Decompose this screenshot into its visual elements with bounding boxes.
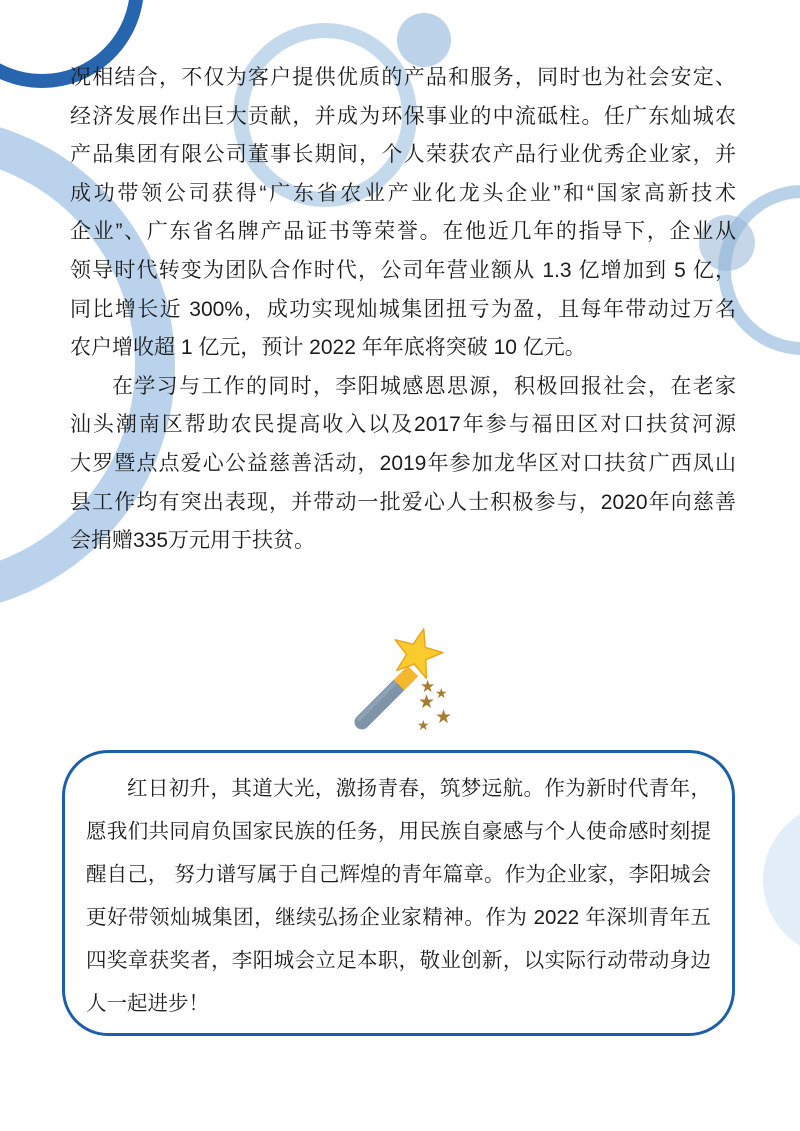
paragraph1-line: 况相结合，不仅为客户提供优质的产品和服务，同时也为社会安定、 xyxy=(70,66,736,89)
quote-box-line: 愿我们共同肩负国家民族的任务，用民族自豪感与个人使命感时刻提 xyxy=(86,820,711,843)
paragraph2-line: 在学习与工作的同时，李阳城感恩思源，积极回报社会，在老家 xyxy=(112,374,736,398)
paragraph1-line: 经济发展作出巨大贡献，并成为环保事业的中流砥柱。任广东灿城农 xyxy=(70,104,736,128)
paragraph1-line: 产品集团有限公司董事长期间，个人荣获农产品行业优秀企业家，并 xyxy=(70,143,736,167)
svg-text:★: ★ xyxy=(418,691,436,713)
paragraph1-line: 企业”、广东省名牌产品证书等荣誉。在他近几年的指导下，企业从 xyxy=(70,220,736,244)
quote-box-line: 人一起进步！ xyxy=(86,992,209,1015)
paragraph2-line: 大罗暨点点爱心公益慈善活动，2019年参加龙华区对口扶贫广西凤山 xyxy=(70,451,736,475)
paragraph1-line: 同比增长近 300%，成功实现灿城集团扭亏为盈，且每年带动过万名 xyxy=(70,297,736,321)
quote-box-line: 红日初升，其道大光，激扬青春，筑梦远航。作为新时代青年， xyxy=(127,777,711,800)
paragraph2-line: 会捐赠335万元用于扶贫。 xyxy=(70,529,316,553)
magic-wand-icon xyxy=(345,626,465,739)
decor-circle-pale-bottom-right xyxy=(763,803,800,957)
paragraph2-line: 县工作均有突出表现，并带动一批爱心人士积极参与，2020年向慈善 xyxy=(70,490,736,514)
paragraph1-line: 领导时代转变为团队合作时代，公司年营业额从 1.3 亿增加到 5 亿， xyxy=(70,258,736,282)
quote-box xyxy=(62,750,735,1036)
quote-box-line: 四奖章获奖者，李阳城会立足本职，敬业创新，以实际行动带动身边 xyxy=(86,949,711,972)
svg-text:★: ★ xyxy=(420,677,436,697)
svg-text:★: ★ xyxy=(417,718,430,734)
paragraph1-line: 农户增收超 1 亿元，预计 2022 年年底将突破 10 亿元。 xyxy=(70,336,586,360)
svg-text:★: ★ xyxy=(435,686,448,702)
svg-text:★: ★ xyxy=(435,706,453,728)
paragraph1-line: 成功带领公司获得“广东省农业产业化龙头企业”和“国家高新技术 xyxy=(70,181,736,205)
body-text xyxy=(70,59,736,561)
quote-box-line: 醒自己， 努力谱写属于自己辉煌的青年篇章。作为企业家，李阳城会 xyxy=(86,863,711,886)
paragraph2-line: 汕头潮南区帮助农民提高收入以及2017年参与福田区对口扶贫河源 xyxy=(70,413,736,437)
quote-box-line: 更好带领灿城集团，继续弘扬企业家精神。作为 2022 年深圳青年五 xyxy=(86,906,711,929)
